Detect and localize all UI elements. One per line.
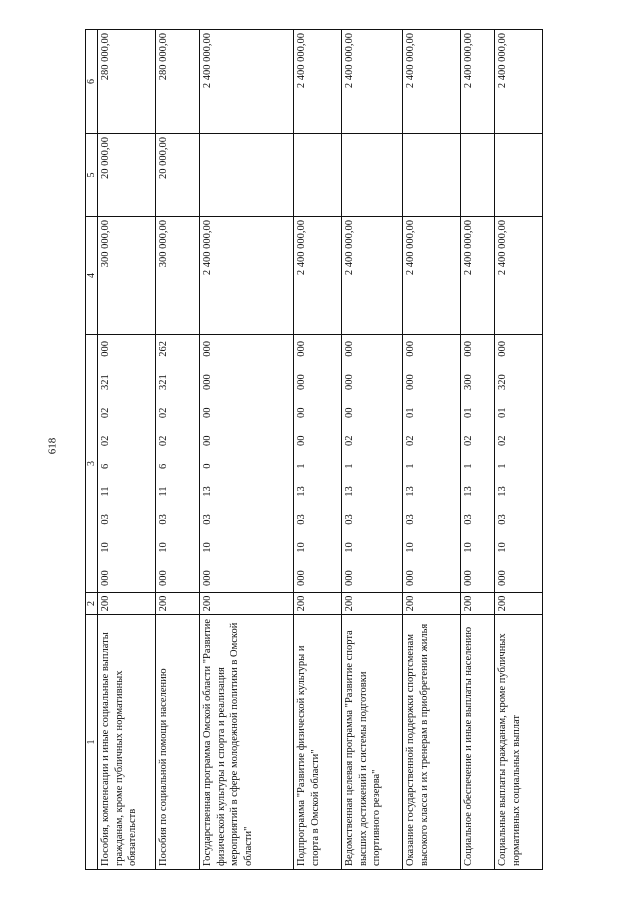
code-segment: 03	[497, 514, 508, 525]
code-segment: 02	[463, 435, 474, 446]
code-segment: 000	[202, 374, 213, 390]
code-segment: 01	[497, 407, 508, 418]
row-code-cell	[495, 335, 543, 593]
row-col6-cell: 2 400 000,00	[294, 30, 342, 134]
code-segments	[462, 335, 476, 592]
row-col2-cell: 200	[495, 593, 543, 615]
code-segment: 01	[405, 407, 416, 418]
code-segment: 000	[405, 341, 416, 357]
table-row	[294, 30, 342, 870]
code-segment: 00	[202, 435, 213, 446]
row-col6-cell: 2 400 000,00	[461, 30, 495, 134]
row-col2-cell: 200	[200, 593, 294, 615]
code-segment: 10	[344, 542, 355, 553]
page-number: 618	[46, 437, 59, 455]
row-col2-cell: 200	[98, 593, 156, 615]
row-col4-cell: 2 400 000,00	[495, 217, 543, 335]
code-segment: 10	[497, 542, 508, 553]
code-segment: 10	[463, 542, 474, 553]
code-segment: 10	[405, 542, 416, 553]
row-name-cell: Подпрограмма "Развитие физической культуры и спорта в Омской области"	[294, 615, 342, 870]
code-segment: 320	[497, 374, 508, 390]
row-col5-cell	[403, 134, 461, 217]
code-segment: 03	[344, 514, 355, 525]
row-col5-cell	[294, 134, 342, 217]
code-segment: 02	[100, 435, 111, 447]
row-name-cell: Социальные выплаты гражданам, кроме публичных нормативных социальных выплат	[495, 615, 543, 870]
code-segment: 13	[202, 486, 213, 497]
budget-table	[85, 29, 543, 870]
row-code-cell	[200, 335, 294, 593]
code-segment: 000	[202, 341, 213, 357]
code-segment: 01	[463, 407, 474, 418]
code-segment: 03	[202, 514, 213, 525]
row-name-cell: Ведомственная целевая программа "Развитие спорта высших достижений и системы подготовки спортивного резерва"	[342, 615, 403, 870]
row-col6-cell: 2 400 000,00	[342, 30, 403, 134]
code-segments	[343, 335, 357, 592]
code-segment: 13	[463, 486, 474, 497]
code-segment: 03	[100, 514, 111, 525]
code-segment: 02	[100, 407, 111, 419]
row-col4-cell: 2 400 000,00	[342, 217, 403, 335]
row-col2-cell: 200	[403, 593, 461, 615]
code-segment: 11	[158, 486, 169, 497]
code-segment: 13	[296, 486, 307, 497]
code-segment: 000	[463, 341, 474, 357]
row-code-cell	[461, 335, 495, 593]
column-header: 4	[86, 217, 98, 335]
row-name-cell: Оказание государственной поддержки спортсменам высокого класса и их тренерам в приобретении жилья	[403, 615, 461, 870]
rotated-table-container	[85, 30, 530, 870]
code-segment: 000	[158, 570, 169, 586]
row-name-cell: Социальное обеспечение и иные выплаты населению	[461, 615, 495, 870]
table-row	[461, 30, 495, 870]
code-segment: 1	[463, 463, 474, 469]
row-name-cell: Государственная программа Омской области "Развитие физической культуры и спорта и реализация мероприятий в сфере молодежной политики в Омской области"	[200, 615, 294, 870]
code-segment: 000	[463, 570, 474, 586]
code-segments	[295, 335, 309, 592]
code-segment: 1	[405, 463, 416, 469]
row-col4-cell: 2 400 000,00	[403, 217, 461, 335]
code-segment: 03	[296, 514, 307, 525]
column-header: 1	[86, 615, 98, 870]
code-segment: 00	[296, 407, 307, 418]
code-segment: 10	[202, 542, 213, 553]
code-segment: 00	[202, 407, 213, 418]
code-segment: 00	[296, 435, 307, 446]
row-col5-cell	[200, 134, 294, 217]
row-col5-cell	[342, 134, 403, 217]
row-col4-cell: 300 000,00	[98, 217, 156, 335]
code-segment: 03	[158, 514, 169, 525]
code-segment: 000	[296, 341, 307, 357]
code-segment: 13	[497, 486, 508, 497]
row-col6-cell: 280 000,00	[156, 30, 200, 134]
code-segments	[201, 335, 215, 592]
table-row	[98, 30, 156, 870]
row-col6-cell: 280 000,00	[98, 30, 156, 134]
code-segment: 000	[202, 570, 213, 586]
row-col4-cell: 2 400 000,00	[200, 217, 294, 335]
code-segment: 02	[344, 435, 355, 446]
code-segment: 321	[158, 374, 169, 391]
code-segment: 0	[202, 463, 213, 469]
code-segment: 1	[344, 463, 355, 469]
code-segment: 03	[405, 514, 416, 525]
code-segment: 6	[100, 463, 111, 469]
table-row	[495, 30, 543, 870]
table-row	[156, 30, 200, 870]
table-row	[200, 30, 294, 870]
code-segment: 300	[463, 374, 474, 390]
row-code-cell	[403, 335, 461, 593]
code-segment: 02	[158, 435, 169, 447]
code-segment: 11	[100, 486, 111, 497]
row-code-cell	[156, 335, 200, 593]
row-name-cell: Пособия, компенсации и иные социальные выплаты гражданам, кроме публичных нормативных обязательств	[98, 615, 156, 870]
code-segment: 00	[344, 407, 355, 418]
code-segment: 10	[100, 542, 111, 553]
code-segments	[404, 335, 418, 592]
row-col6-cell: 2 400 000,00	[403, 30, 461, 134]
code-segment: 10	[296, 542, 307, 553]
code-segment: 02	[497, 435, 508, 446]
code-segment: 000	[405, 570, 416, 586]
code-segment: 000	[100, 341, 111, 357]
code-segment: 13	[344, 486, 355, 497]
code-segment: 262	[158, 341, 169, 357]
row-name-cell: Пособия по социальной помощи населению	[156, 615, 200, 870]
row-col4-cell: 2 400 000,00	[294, 217, 342, 335]
code-segment: 6	[158, 463, 169, 469]
code-segments	[157, 335, 171, 592]
column-header: 2	[86, 593, 98, 615]
column-header: 3	[86, 335, 98, 593]
code-segment: 321	[100, 374, 111, 391]
code-segment: 000	[497, 341, 508, 357]
row-col6-cell: 2 400 000,00	[200, 30, 294, 134]
row-col2-cell: 200	[156, 593, 200, 615]
code-segment: 000	[296, 570, 307, 586]
row-col5-cell	[495, 134, 543, 217]
code-segment: 13	[405, 486, 416, 497]
code-segment: 000	[497, 570, 508, 586]
code-segment: 000	[405, 374, 416, 390]
code-segment: 10	[158, 542, 169, 553]
row-col4-cell: 2 400 000,00	[461, 217, 495, 335]
code-segment: 000	[296, 374, 307, 390]
row-col5-cell: 20 000,00	[156, 134, 200, 217]
code-segment: 000	[344, 374, 355, 390]
code-segment: 03	[463, 514, 474, 525]
header-row	[86, 30, 98, 870]
table-row	[342, 30, 403, 870]
row-col2-cell: 200	[294, 593, 342, 615]
code-segments	[496, 335, 510, 592]
row-code-cell	[98, 335, 156, 593]
row-code-cell	[294, 335, 342, 593]
row-col2-cell: 200	[461, 593, 495, 615]
column-header: 5	[86, 134, 98, 217]
row-col4-cell: 300 000,00	[156, 217, 200, 335]
code-segment: 02	[405, 435, 416, 446]
code-segment: 000	[344, 341, 355, 357]
code-segment: 000	[100, 570, 111, 586]
row-col2-cell: 200	[342, 593, 403, 615]
code-segment: 1	[296, 463, 307, 469]
code-segments	[99, 335, 113, 592]
code-segment: 1	[497, 463, 508, 469]
code-segment: 02	[158, 407, 169, 419]
row-col5-cell	[461, 134, 495, 217]
code-segment: 000	[344, 570, 355, 586]
row-col6-cell: 2 400 000,00	[495, 30, 543, 134]
column-header: 6	[86, 30, 98, 134]
row-code-cell	[342, 335, 403, 593]
row-col5-cell: 20 000,00	[98, 134, 156, 217]
table-row	[403, 30, 461, 870]
